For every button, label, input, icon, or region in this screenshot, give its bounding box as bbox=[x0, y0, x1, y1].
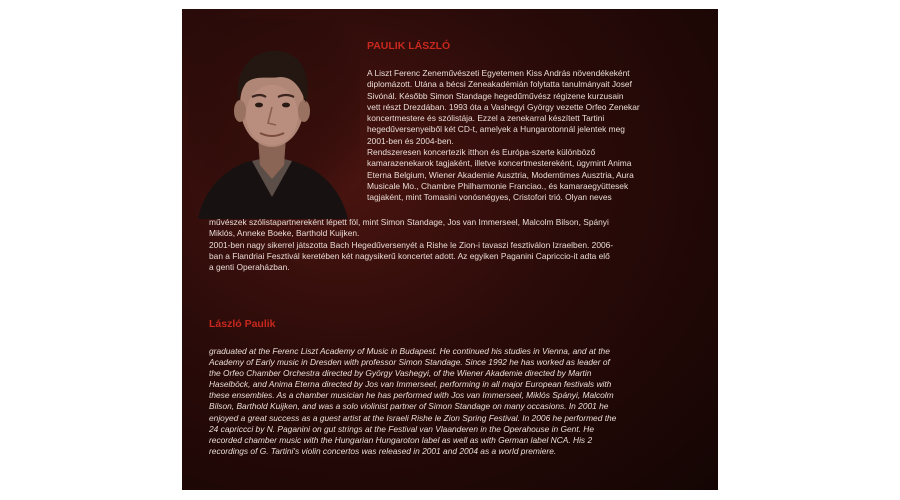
bio-line: hegedűversenyeiből két CD-t, amelyek a Hungarotonnál jelentek meg bbox=[367, 124, 625, 135]
bio-line: művészek szólistapartnereként lépett föl, mint Simon Standage, Jos van Immerseel, Malcolm Bilson, Spányi bbox=[209, 217, 609, 227]
bio-line: tagjaként, mint Tomasini vonósnégyes, Cristofori trió. Olyan neves bbox=[367, 192, 612, 203]
bio-line: recordings of G. Tartini's violin concertos was released in 2001 and 2004 as a world premiere. bbox=[209, 445, 557, 456]
bio-line: diplomázott. Utána a bécsi Zeneakadémián folytatta tanulmányait Josef bbox=[367, 79, 632, 90]
bio-line: A Liszt Ferenc Zeneművészeti Egyetemen Kiss András növendékeként bbox=[367, 68, 630, 78]
bio-line: 24 capriccci by N. Paganini on gut strings at the Festival van Vlaanderen in the Operahouse in Gent. He bbox=[209, 423, 595, 434]
portrait-photo bbox=[188, 19, 360, 219]
bio-line: koncertmestere és szólistája. Ezzel a zenekarral készített Tartini bbox=[367, 113, 605, 124]
bio-line: Sivónál. Később Simon Standage hegedűművész régizene kurzusain bbox=[367, 90, 624, 101]
bio-line: a genti Operaházban. bbox=[209, 262, 290, 273]
hungarian-biography bbox=[367, 68, 707, 204]
bio-line: Haselböck, and Anima Eterna directed by Jos van Immerseel, performing in all major European festivals with bbox=[209, 379, 612, 390]
hungarian-title: PAULIK LÁSZLÓ bbox=[367, 40, 451, 52]
bio-line: kamarazenekarok tagjaként, illetve koncertmestereként, úgymint Anima bbox=[367, 158, 632, 169]
bio-line: Musicale Mo., Chambre Philharmonie Franciao., és kamaraegyüttesek bbox=[367, 180, 629, 191]
bio-line: graduated at the Ferenc Liszt Academy of Music in Budapest. He continued his studies in Vienna, and at the bbox=[209, 346, 610, 356]
bio-line: 2001-ben és 2004-ben. bbox=[367, 135, 454, 146]
bio-line: Bilson, Barthold Kuijken, and was a solo violinist partner of Simon Standage on many occasions. In 2001 he bbox=[209, 401, 609, 412]
bio-line: these ensembles. As a chamber musician he has performed with Jos van Immerseel, Miklós Spányi, Malcolm bbox=[209, 390, 614, 401]
bio-line: ban a Flandriai Fesztivál keretében két nagysikerű koncertet adott. Az egyiken Paganini Capriccio-it adta elő bbox=[209, 250, 610, 261]
bio-line: the Orfeo Chamber Orchestra directed by György Vashegyi, of the Wiener Akademie directed by Martin bbox=[209, 368, 592, 379]
bio-line: recorded chamber music with the Hungarian Hungaroton label as well as with German label NCA. His 2 bbox=[209, 434, 593, 445]
english-title: László Paulik bbox=[209, 318, 276, 330]
bio-line: Rendszeresen koncertezik itthon és Európa-szerte különböző bbox=[367, 147, 596, 158]
bio-line: vett részt Drezdában. 1993 óta a Vashegyi György vezette Orfeo Zenekar bbox=[367, 101, 640, 112]
bio-line: enjoyed a great success as a guest artist at the Israeli Rishe le Zion Spring Festival. In 2006 he performed the bbox=[209, 412, 617, 423]
booklet-page bbox=[182, 9, 718, 490]
english-biography bbox=[209, 346, 709, 457]
bio-line: 2001-ben nagy sikerrel játszotta Bach Hegedűversenyét a Rishe le Zion-i tavaszi fesztiválon Izraelben. 2006- bbox=[209, 239, 614, 250]
bio-line: Academy of Early music in Dresden with professor Simon Standage. Since 1992 he has worked as leader of bbox=[209, 357, 610, 368]
hungarian-biography-continued bbox=[209, 217, 709, 273]
bio-line: Miklós, Anneke Boeke, Barthold Kuijken. bbox=[209, 228, 360, 239]
bio-line: Eterna Belgium, Wiener Akademie Ausztria, Moderntimes Ausztria, Aura bbox=[367, 169, 634, 180]
